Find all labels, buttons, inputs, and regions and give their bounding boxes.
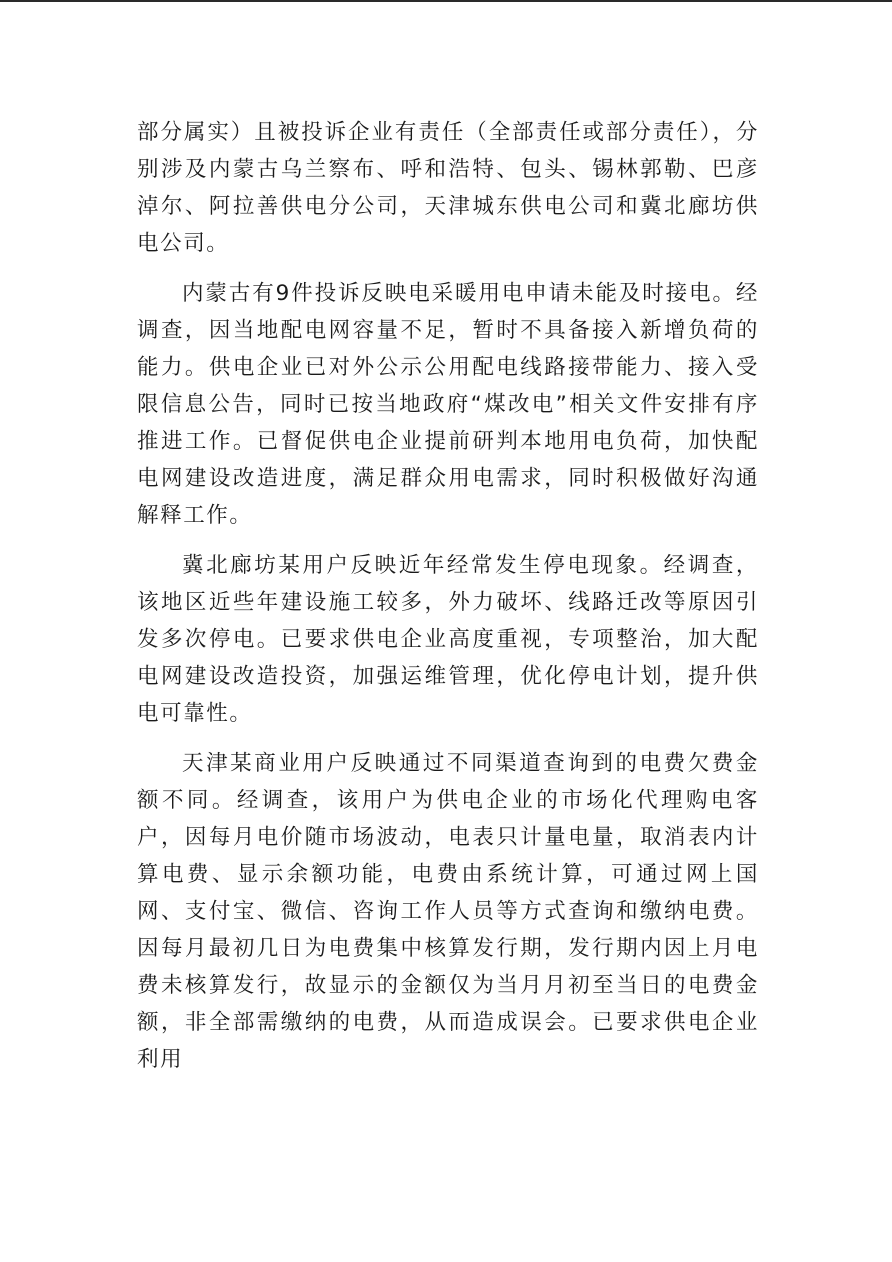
page-top-border (0, 0, 892, 2)
paragraph-2: 内蒙古有9件投诉反映电采暖用电申请未能及时接电。经调查，因当地配电网容量不足，暂时不具备接入新增负荷的能力。供电企业已对外公示公用配电线路接带能力、接入受限信息公告，同时已按当地政府“煤改电”相关文件安排有序推进工作。已督促供电企业提前研判本地用电负荷，加快配电网建设改造进度，满足群众用电需求，同时积极做好沟通解释工作。 (137, 281, 759, 528)
paragraph-gap (137, 534, 759, 547)
paragraph-1: 部分属实）且被投诉企业有责任（全部责任或部分责任），分别涉及内蒙古乌兰察布、呼和浩特、包头、锡林郭勒、巴彦淖尔、阿拉善供电分公司，天津城东供电公司和冀北廊坊供电公司。 (137, 120, 759, 256)
paragraph-gap (137, 732, 759, 745)
paragraph-4: 天津某商业用户反映通过不同渠道查询到的电费欠费金额不同。经调查，该用户为供电企业的市场化代理购电客户，因每月电价随市场波动，电表只计量电量，取消表内计算电费、显示余额功能，电费由系统计算，可通过网上国网、支付宝、微信、咨询工作人员等方式查询和缴纳电费。因每月最初几日为电费集中核算发行期，发行期内因上月电费未核算发行，故显示的金额仅为当月月初至当日的电费金额，非全部需缴纳的电费，从而造成误会。已要求供电企业利用 (137, 751, 759, 1072)
document-body (137, 114, 759, 1078)
paragraph-3: 冀北廊坊某用户反映近年经常发生停电现象。经调查，该地区近些年建设施工较多，外力破坏、线路迁改等原因引发多次停电。已要求供电企业高度重视，专项整治，加大配电网建设改造投资，加强运维管理，优化停电计划，提升供电可靠性。 (137, 553, 759, 726)
paragraph-gap (137, 262, 759, 275)
